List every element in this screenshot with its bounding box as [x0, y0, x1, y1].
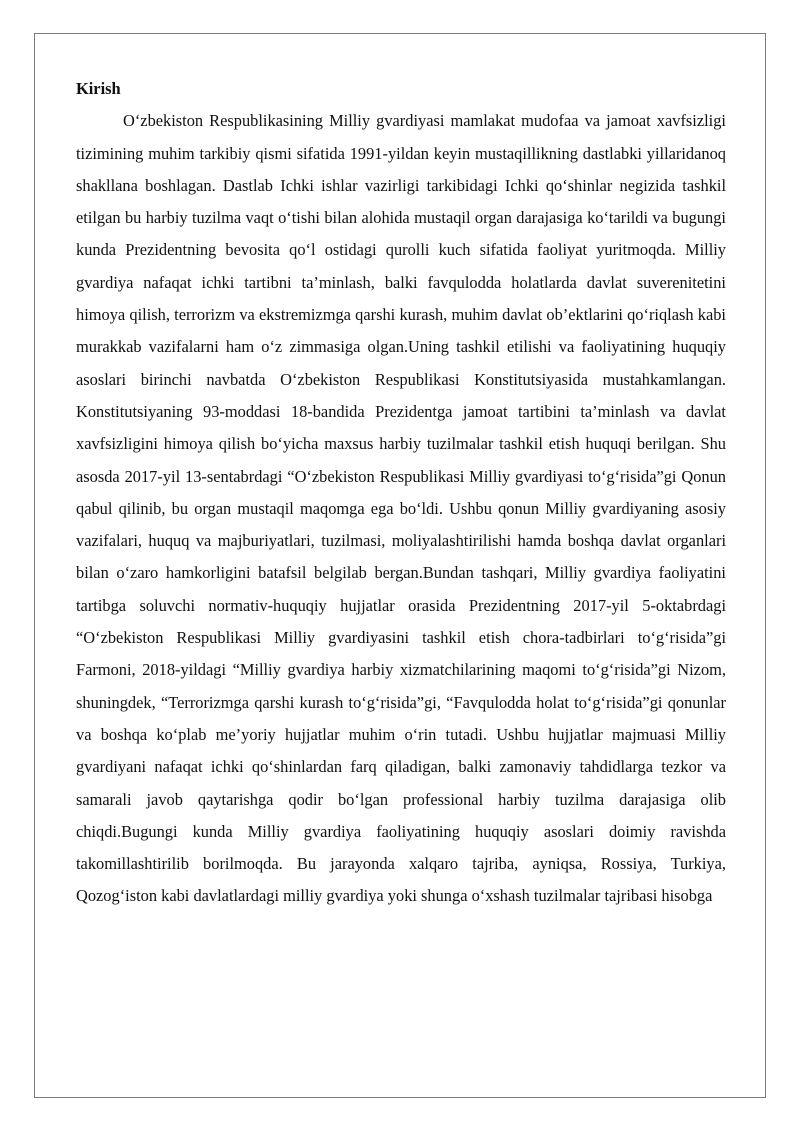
body-paragraph: O‘zbekiston Respublikasining Milliy gvardiyasi mamlakat mudofaa va jamoat xavfsizligi tizimining muhim tarkibiy qismi sifatida 1991-yildan keyin mustaqillikning dastlabki yillaridanoq shakllana boshlagan. Dastlab Ichki ishlar vazirligi tarkibidagi Ichki qo‘shinlar negizida tashkil etilgan bu harbiy tuzilma vaqt o‘tishi bilan alohida mustaqil organ darajasiga ko‘tarildi va bugungi kunda Prezidentning bevosita qo‘l ostidagi qurolli kuch sifatida faoliyat yuritmoqda. Milliy gvardiya nafaqat ichki tartibni ta’minlash, balki favqulodda holatlarda davlat suverenitetini himoya qilish, terrorizm va ekstremizmga qarshi kurash, muhim davlat ob’ektlarini qo‘riqlash kabi murakkab vazifalarni ham o‘z zimmasiga olgan.Uning tashkil etilishi va faoliyatining huquqiy asoslari birinchi navbatda O‘zbekiston Respublikasi Konstitutsiyasida mustahkamlangan. Konstitutsiyaning 93-moddasi 18-bandida Prezidentga jamoat tartibini ta’minlash va davlat xavfsizligini himoya qilish bo‘yicha maxsus harbiy tuzilmalar tashkil etish huquqi berilgan. Shu asosda 2017-yil 13-sentabrdagi “O‘zbekiston Respublikasi Milliy gvardiyasi to‘g‘risida”gi Qonun qabul qilinib, bu organ mustaqil maqomga ega bo‘ldi. Ushbu qonun Milliy gvardiyaning asosiy vazifalari, huquq va majburiyatlari, tuzilmasi, moliyalashtirilishi hamda boshqa davlat organlari bilan o‘zaro hamkorligini batafsil belgilab bergan.Bundan tashqari, Milliy gvardiya faoliyatini tartibga soluvchi normativ-huquqiy hujjatlar orasida Prezidentning 2017-yil 5-oktabrdagi “O‘zbekiston Respublikasi Milliy gvardiyasini tashkil etish chora-tadbirlari to‘g‘risida”gi Farmoni, 2018-yildagi “Milliy gvardiya harbiy xizmatchilarining maqomi to‘g‘risida”gi Nizom, shuningdek, “Terrorizmga qarshi kurash to‘g‘risida”gi, “Favqulodda holat to‘g‘risida”gi qonunlar va boshqa ko‘plab me’yoriy hujjatlar muhim o‘rin tutadi. Ushbu hujjatlar majmuasi Milliy gvardiyani nafaqat ichki qo‘shinlardan farq qiladigan, balki zamonaviy tahdidlarga tezkor va samarali javob qaytarishga qodir bo‘lgan professional harbiy tuzilma darajasiga olib chiqdi.Bugungi kunda Milliy gvardiya faoliyatining huquqiy asoslari doimiy ravishda takomillashtirilib borilmoqda. Bu jarayonda xalqaro tajriba, ayniqsa, Rossiya, Turkiya, Qozog‘iston kabi davlatlardagi milliy gvardiya yoki shunga o‘xshash tuzilmalar tajribasi hisobga [76, 111, 726, 906]
document-body [76, 73, 726, 913]
section-heading: Kirish [76, 79, 121, 98]
